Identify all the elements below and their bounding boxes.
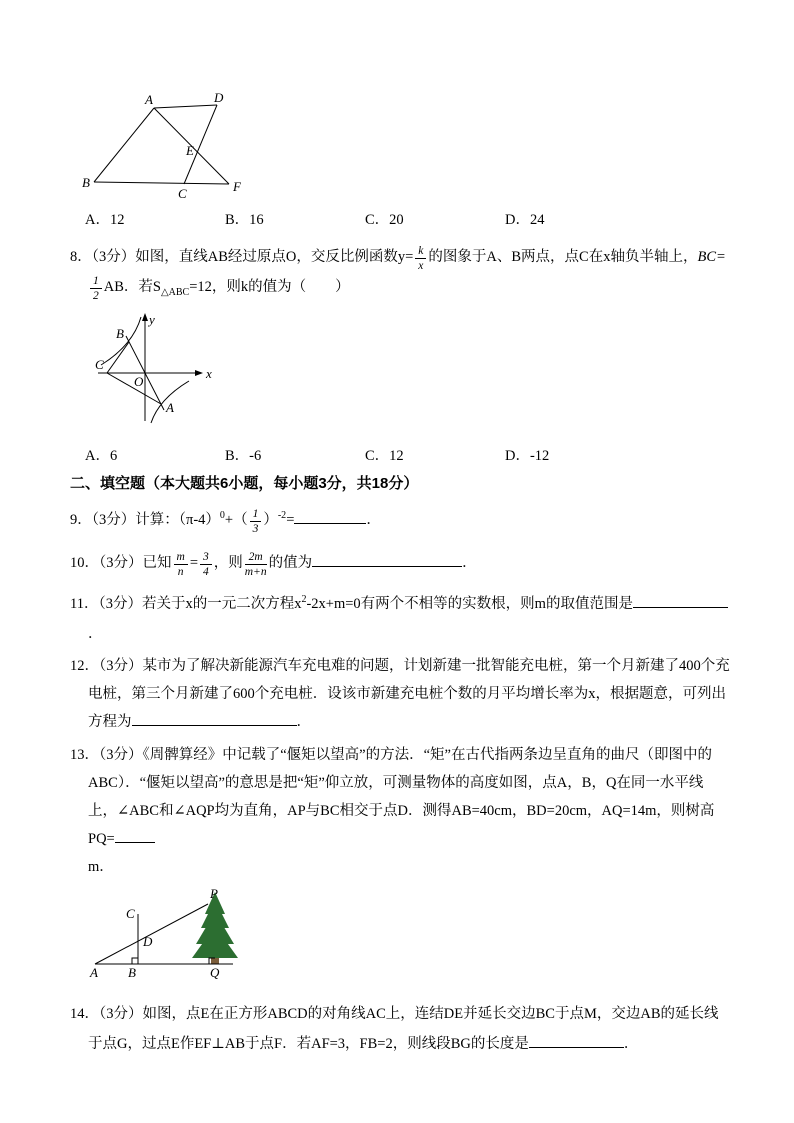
option-b: B．-6 — [225, 448, 262, 465]
q11-exponent-2: 2 — [301, 594, 307, 606]
question-10 — [70, 548, 730, 578]
fraction-denominator: 2 — [93, 290, 99, 303]
figure-parallelogram — [82, 92, 794, 200]
q8-options — [85, 446, 794, 466]
label-A: A — [166, 400, 174, 416]
tree-figure — [88, 888, 268, 988]
label-P: P — [210, 888, 218, 902]
option-d: D．-12 — [505, 448, 550, 465]
label-Q: Q — [210, 965, 220, 981]
fraction-numerator: 1 — [250, 508, 262, 522]
figure-hyperbola — [93, 311, 794, 439]
q8-text-4: AB．若S — [103, 279, 161, 296]
label-A: A — [145, 92, 153, 107]
option-a: A．6 — [85, 448, 118, 465]
fraction-numerator: m — [174, 551, 188, 565]
q10-text-1: 10．（3分）已知 — [70, 555, 172, 572]
fraction-2m-m-plus-n — [245, 551, 267, 578]
q13-text-1: 13．（3分）《周髀算经》中记载了“偃矩以望高”的方法．“矩”在古代指两条边呈直角的曲尺（即图中的ABC）．“偃矩以望高”的意思是把“矩”仰立放，可测量物体的高度如图，点A，B，Q在同一水平线上，∠ABC和∠AQP均为直角，AP与BC相交于点D．测得AB=40cm，BD=20cm，AQ=14m，则树高PQ= — [70, 747, 715, 848]
section-header-fill-in: 二、填空题（本大题共6小题，每小题3分，共18分） — [70, 475, 419, 493]
answer-blank — [294, 509, 366, 524]
option-d: D．24 — [505, 212, 545, 228]
question-11 — [70, 589, 730, 649]
option-a: A．12 — [85, 212, 125, 228]
answer-blank — [529, 1033, 624, 1048]
fraction-denominator: x — [418, 260, 424, 272]
segment-AB — [94, 108, 154, 182]
segment-BF — [94, 182, 229, 184]
label-x-axis: x — [206, 366, 212, 382]
q8-subscript-triangle: △ABC — [160, 286, 190, 298]
label-D: D — [143, 934, 153, 950]
figure-tree-measurement — [88, 888, 794, 988]
q9-text-4: = — [286, 512, 295, 529]
q10-text-5: ． — [462, 555, 477, 572]
q7-options — [85, 210, 794, 230]
q9-exponent-0: 0 — [219, 510, 225, 522]
option-c: C．12 — [365, 448, 404, 465]
label-B: B — [128, 965, 136, 981]
label-O: O — [134, 374, 144, 390]
q8-text-2: 的图象于A、B两点，点C在x轴负半轴上， — [428, 249, 698, 265]
q10-text-2: = — [189, 555, 198, 572]
q14-text-1: 14．（3分）如图，点E在正方形ABCD的对角线AC上，连结DE并延长交边BC于点M，交边AB的延长线于点G，过点E作EF⊥AB于点F．若AF=3，FB=2，则线段BG的长度是 — [70, 1006, 719, 1053]
q9-exponent-neg2: -2 — [277, 510, 287, 522]
label-B: B — [116, 326, 124, 342]
q8-text-1: 8．（3分）如图，直线AB经过原点O，交反比例函数y= — [70, 249, 414, 265]
label-E: E — [186, 143, 194, 158]
fraction-numerator: 2m — [245, 551, 267, 565]
label-C: C — [95, 357, 104, 373]
answer-blank — [132, 711, 297, 726]
fraction-numerator: 3 — [200, 551, 212, 565]
fraction-3-4 — [200, 551, 212, 578]
fraction-denominator: 3 — [252, 523, 259, 536]
fraction-m-n — [174, 551, 188, 578]
label-A: A — [90, 965, 98, 981]
q12-text-2: ． — [296, 714, 311, 731]
y-axis-arrow — [142, 313, 148, 321]
q10-text-3: ，则 — [213, 555, 243, 572]
answer-blank — [633, 593, 728, 608]
question-12 — [70, 652, 730, 736]
label-C: C — [178, 186, 187, 200]
label-F: F — [233, 179, 241, 194]
fraction-1-3 — [250, 508, 262, 535]
answer-blank — [312, 552, 462, 567]
option-b: B．16 — [225, 212, 264, 228]
parallelogram-figure — [82, 92, 257, 200]
pine-tree — [192, 892, 238, 964]
label-B: B — [82, 175, 90, 190]
question-8 — [70, 242, 730, 302]
q8-text-3: BC= — [697, 249, 726, 265]
question-14 — [70, 999, 730, 1059]
fraction-numerator: k — [415, 245, 426, 259]
question-9 — [70, 505, 730, 535]
label-D: D — [214, 92, 224, 105]
label-C: C — [126, 906, 135, 922]
q11-text-2: -2x+m=0有两个不相等的实数根，则m的取值范围是 — [306, 596, 633, 613]
fraction-1-2 — [90, 275, 102, 302]
right-angle-mark-B — [132, 958, 138, 964]
hyperbola-figure — [93, 311, 228, 439]
q13-text-2: m． — [88, 859, 114, 876]
answer-blank — [115, 828, 155, 843]
fraction-denominator: n — [177, 566, 184, 579]
x-axis-arrow — [195, 370, 203, 376]
segment-AD — [154, 105, 217, 108]
q9-text-3: ） — [263, 512, 278, 529]
q9-text-2: +（ — [224, 512, 248, 529]
q14-text-2: ． — [623, 1036, 639, 1053]
q10-text-4: 的值为 — [268, 555, 313, 572]
q11-text-1: 11．（3分）若关于x的一元二次方程x — [70, 596, 302, 613]
q9-text-5: ． — [366, 512, 381, 529]
question-13 — [70, 741, 730, 881]
fraction-denominator: 4 — [203, 566, 209, 579]
q11-text-3: ． — [88, 626, 103, 643]
fraction-k-x — [415, 245, 426, 272]
q12-text-1: 12．（3分）某市为了解决新能源汽车充电难的问题，计划新建一批智能充电桩，第一个月新建了400个充电桩，第三个月新建了600个充电桩．设该市新建充电桩个数的月平均增长率为x，根据题意，可列出方程为 — [70, 658, 730, 731]
label-y-axis: y — [149, 312, 155, 328]
q8-text-5: =12，则k的值为（ ） — [189, 279, 350, 296]
q9-text-1: 9．（3分）计算：（π-4） — [70, 512, 220, 529]
segment-BC — [107, 342, 129, 373]
fraction-denominator: m+n — [244, 566, 267, 579]
option-c: C．20 — [365, 212, 404, 228]
hyperbola-branch-upper — [101, 317, 141, 365]
fraction-numerator: 1 — [90, 275, 102, 289]
